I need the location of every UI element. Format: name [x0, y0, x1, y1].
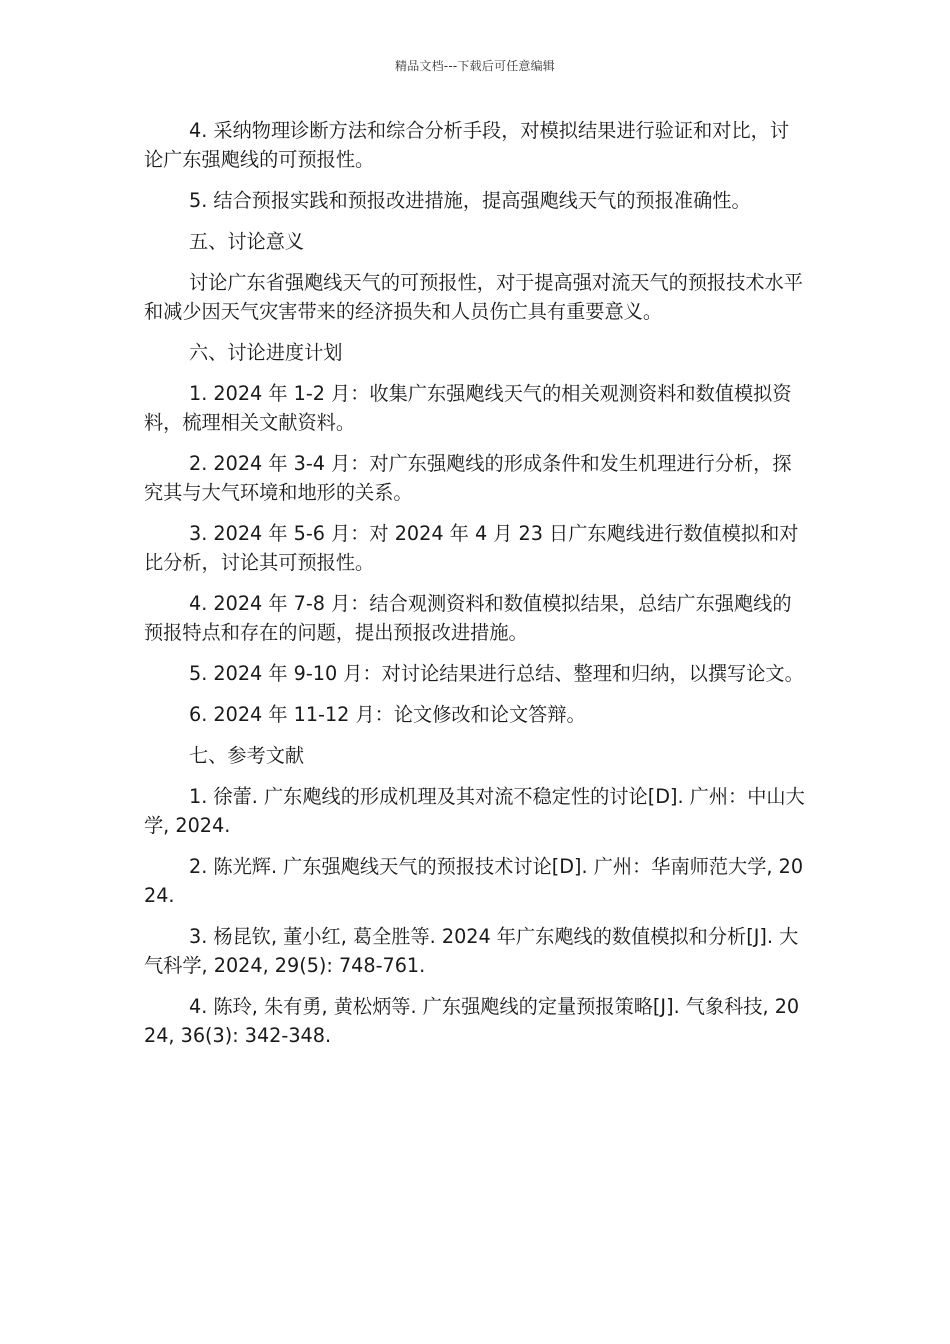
reference-item-4: 4. 陈玲, 朱有勇, 黄松炳等. 广东强飑线的定量预报策略[J]. 气象科技, 2024, 36(3): 342-348.: [144, 995, 800, 1047]
method-item-5: 5. 结合预报实践和预报改进措施，提高强飑线天气的预报准确性。: [189, 189, 751, 212]
section-heading-schedule: 六、讨论进度计划: [189, 341, 343, 364]
reference-item-1: 1. 徐蕾. 广东飑线的形成机理及其对流不稳定性的讨论[D]. 广州：中山大学, 2024.: [144, 785, 805, 837]
schedule-item-2: 2. 2024 年 3-4 月：对广东强飑线的形成条件和发生机理进行分析，探究其与大气环境和地形的关系。: [144, 452, 792, 504]
method-item-4: 4. 采纳物理诊断方法和综合分析手段，对模拟结果进行验证和对比，讨论广东强飑线的可预报性。: [144, 119, 790, 171]
reference-item-3: 3. 杨昆钦, 董小红, 葛全胜等. 2024 年广东飑线的数值模拟和分析[J]. 大气科学, 2024, 29(5): 748-761.: [144, 925, 799, 977]
schedule-item-3: 3. 2024 年 5-6 月：对 2024 年 4 月 23 日广东飑线进行数值模拟和对比分析，讨论其可预报性。: [144, 522, 799, 574]
document-body: [144, 116, 808, 1062]
reference-item-2: 2. 陈光辉. 广东强飑线天气的预报技术讨论[D]. 广州：华南师范大学, 2024.: [144, 855, 804, 907]
schedule-item-4: 4. 2024 年 7-8 月：结合观测资料和数值模拟结果，总结广东强飑线的预报特点和存在的问题，提出预报改进措施。: [144, 592, 792, 644]
section-heading-references: 七、参考文献: [189, 744, 305, 767]
schedule-item-1: 1. 2024 年 1-2 月：收集广东强飑线天气的相关观测资料和数值模拟资料，梳理相关文献资料。: [144, 382, 792, 434]
page-header: 精品文档---下载后可任意编辑: [395, 59, 555, 73]
section-heading-significance: 五、讨论意义: [189, 230, 305, 253]
schedule-item-6: 6. 2024 年 11-12 月：论文修改和论文答辩。: [189, 703, 586, 726]
significance-text: 讨论广东省强飑线天气的可预报性，对于提高强对流天气的预报技术水平和减少因天气灾害带来的经济损失和人员伤亡具有重要意义。: [144, 271, 803, 323]
schedule-item-5: 5. 2024 年 9-10 月：对讨论结果进行总结、整理和归纳，以撰写论文。: [189, 662, 804, 685]
